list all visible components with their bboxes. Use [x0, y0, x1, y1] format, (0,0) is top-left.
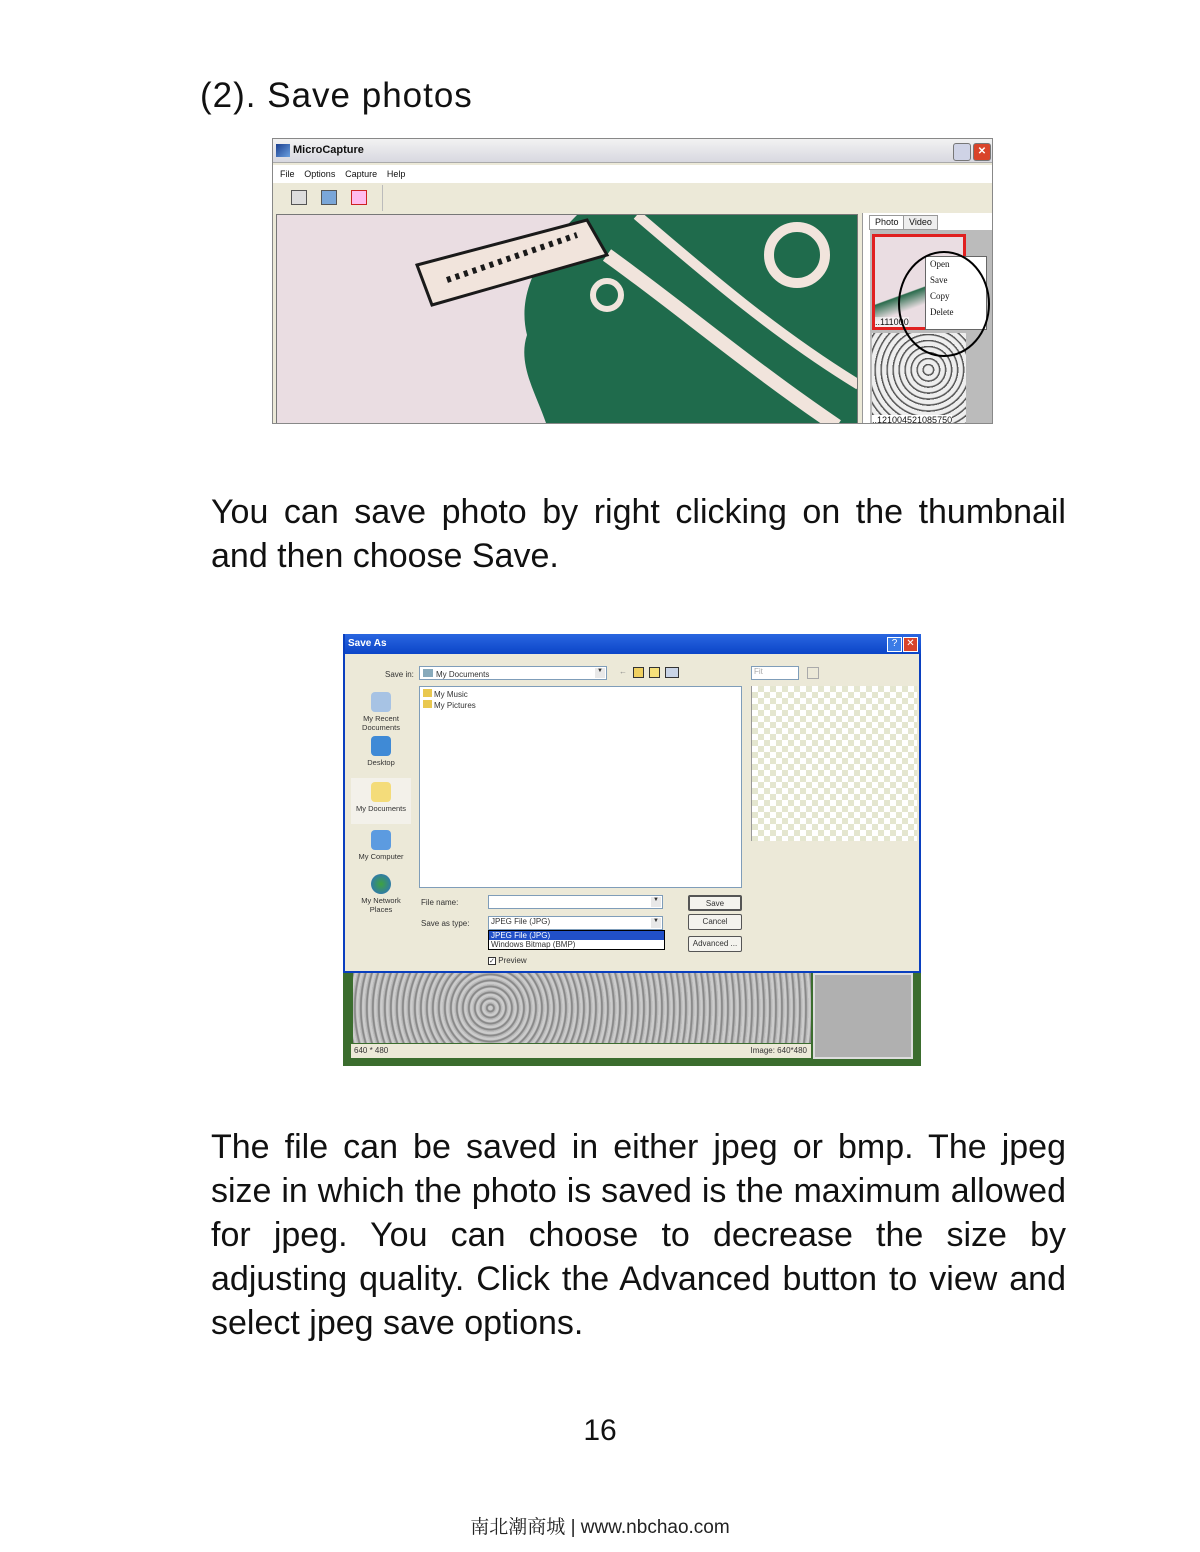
place-label: My Network Places: [361, 896, 401, 914]
save-as-screenshot: [343, 634, 921, 1066]
context-open[interactable]: Open: [930, 259, 950, 269]
place-label: My Recent Documents: [362, 714, 400, 732]
file-name-label: File name:: [421, 898, 459, 907]
save-as-type-label: Save as type:: [421, 919, 470, 928]
menu-capture[interactable]: Capture: [345, 169, 378, 179]
status-bar: [351, 1044, 811, 1058]
footer-watermark: 南北潮商城 | www.nbchao.com: [470, 1517, 730, 1538]
section-heading: (2). Save photos: [200, 76, 473, 115]
file-name-input[interactable]: [488, 895, 663, 909]
thumbnail-label: ..111000: [875, 317, 909, 327]
chevron-down-icon[interactable]: ▼: [651, 918, 661, 928]
minimize-button[interactable]: [953, 143, 971, 161]
tab-photo[interactable]: Photo: [869, 215, 905, 230]
save-in-combo[interactable]: [419, 666, 607, 680]
context-save[interactable]: Save: [930, 275, 948, 285]
context-delete[interactable]: Delete: [930, 307, 954, 317]
my-documents-icon: [371, 782, 391, 802]
save-in-label: Save in:: [385, 670, 414, 679]
status-image-size: Image: 640*480: [750, 1046, 807, 1055]
zoom-icon[interactable]: [807, 667, 819, 679]
page-number: 16: [583, 1414, 617, 1447]
microcapture-screenshot: [272, 138, 993, 424]
place-my-documents[interactable]: [351, 778, 411, 824]
camera-icon[interactable]: [291, 190, 307, 205]
toolbar: [273, 185, 383, 211]
folder-icon: [423, 669, 433, 677]
folder-icon: [423, 700, 432, 708]
preview-checkbox[interactable]: ✓: [489, 957, 495, 965]
place-desktop[interactable]: [351, 736, 411, 767]
network-places-icon: [371, 874, 391, 894]
file-item[interactable]: [423, 700, 738, 711]
window-title: MicroCapture: [293, 144, 364, 156]
close-button[interactable]: ✕: [903, 637, 918, 652]
chevron-down-icon[interactable]: ▼: [651, 897, 661, 907]
place-label: Desktop: [367, 758, 395, 767]
context-copy[interactable]: Copy: [930, 291, 950, 301]
live-preview-image: [276, 214, 858, 424]
video-camera-icon[interactable]: [321, 190, 337, 205]
place-recent[interactable]: [351, 692, 411, 732]
type-option-jpeg[interactable]: JPEG File (JPG): [489, 931, 664, 940]
file-name: My Pictures: [434, 701, 476, 710]
preview-pane: [751, 686, 917, 841]
save-button[interactable]: Save: [688, 895, 742, 911]
menu-options[interactable]: Options: [304, 169, 336, 179]
back-icon[interactable]: ←: [619, 667, 627, 676]
new-folder-icon[interactable]: [649, 667, 660, 678]
help-button[interactable]: ?: [887, 637, 902, 652]
cancel-button[interactable]: Cancel: [688, 914, 742, 930]
up-folder-icon[interactable]: [633, 667, 644, 678]
fullscreen-icon[interactable]: [351, 190, 367, 205]
view-menu-icon[interactable]: [665, 667, 679, 678]
place-label: My Computer: [358, 852, 404, 861]
status-resolution: 640 * 480: [354, 1046, 389, 1055]
file-name: My Music: [434, 690, 468, 699]
menu-bar: [273, 165, 992, 183]
thumbnail-label: ..121004521085750: [872, 415, 953, 424]
dialog-title: Save As: [348, 638, 387, 649]
app-icon: [276, 144, 290, 157]
place-network[interactable]: [351, 874, 411, 914]
preview-checkbox-row[interactable]: [488, 956, 527, 965]
file-list[interactable]: [419, 686, 742, 888]
advanced-button[interactable]: Advanced ...: [688, 936, 742, 952]
menu-help[interactable]: Help: [386, 169, 406, 179]
dialog-title-bar: [345, 634, 921, 654]
fit-value: Fit: [754, 667, 763, 676]
places-bar: [351, 686, 413, 916]
file-item[interactable]: [423, 689, 738, 700]
highlight-circle: [898, 251, 990, 357]
recent-documents-icon: [371, 692, 391, 712]
save-as-type-value: JPEG File (JPG): [491, 917, 551, 926]
stamp-macro-image: [277, 215, 858, 424]
preview-label: Preview: [498, 956, 527, 965]
my-computer-icon: [371, 830, 391, 850]
close-button[interactable]: ✕: [973, 143, 991, 161]
background-side-panel: [813, 973, 913, 1059]
save-in-value: My Documents: [436, 670, 490, 679]
type-dropdown-list: [488, 930, 665, 950]
tab-video[interactable]: Video: [903, 215, 938, 230]
paragraph-1: You can save photo by right clicking on the thumbnail and then choose Save.: [211, 493, 1066, 575]
paragraph-2: The file can be saved in either jpeg or bmp. The jpeg size in which the photo is saved is the maximum allowed for jpeg. You can choose to decrease the size by adjusting quality. Click the Advanced button to view and select jpeg save options.: [211, 1128, 1066, 1342]
folder-icon: [423, 689, 432, 697]
save-as-dialog: [343, 634, 921, 973]
chevron-down-icon: ▼: [595, 668, 605, 678]
fit-select[interactable]: [751, 666, 799, 680]
menu-file[interactable]: File: [280, 169, 295, 179]
save-as-type-select[interactable]: [488, 916, 663, 930]
type-option-bmp[interactable]: Windows Bitmap (BMP): [491, 940, 576, 949]
title-bar: [273, 139, 992, 163]
desktop-icon: [371, 736, 391, 756]
place-my-computer[interactable]: [351, 830, 411, 861]
background-app-image: [353, 973, 811, 1043]
place-label: My Documents: [355, 804, 406, 813]
